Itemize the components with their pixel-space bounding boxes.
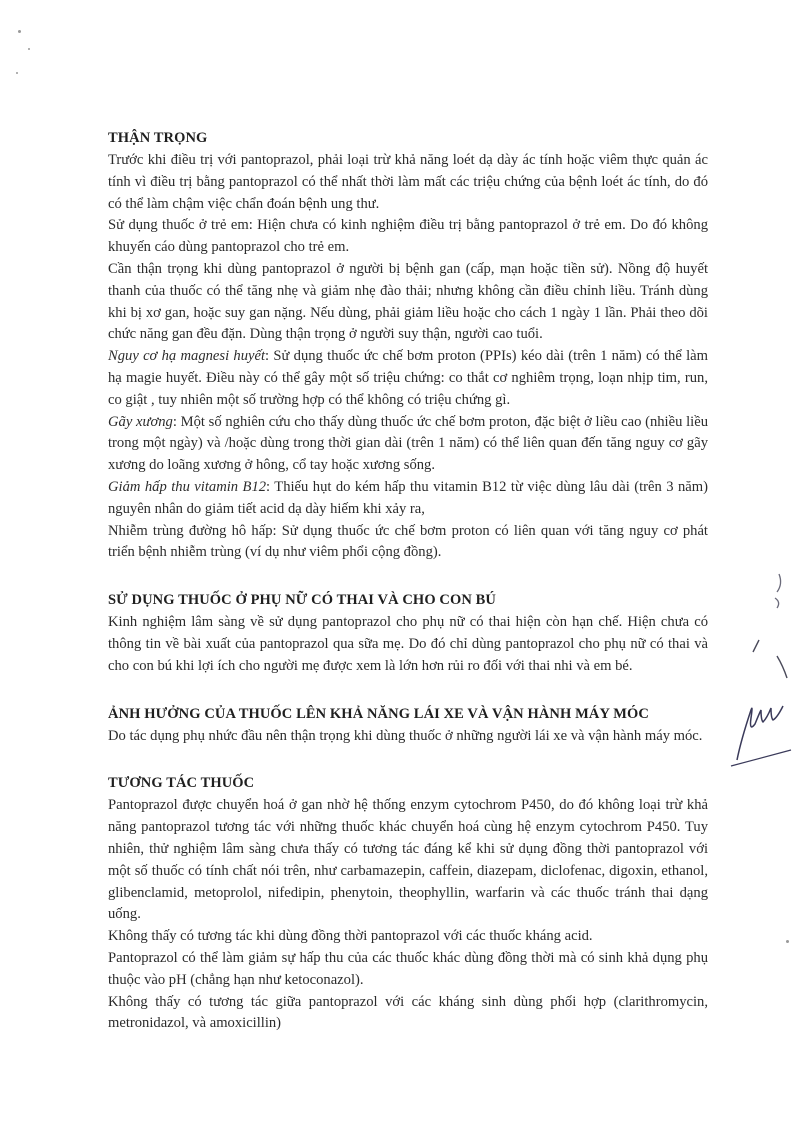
section-drug-interactions (108, 773, 708, 1035)
section-heading: TƯƠNG TÁC THUỐC (108, 775, 255, 792)
paragraph: Pantoprazol được chuyển hoá ở gan nhờ hệ thống enzym cytochrom P450, do đó không loại trừ khả năng pantoprazol tương tác với những thuốc khác chuyển hoá cùng hệ enzym cytochrom P450. Tuy nhiên, thử nghiệm lâm sàng chưa thấy có tương tác đáng kể khi sử dụng đồng thời pantoprazol với một số thuốc có tính chất nói trên, như carbamazepin, caffein, diazepam, diclofenac, digoxin, ethanol, glibenclamid, metoprolol, nifedipin, phenytoin, theophyllin, warfarin và các thuốc tránh thai dạng uống. (108, 797, 708, 923)
paragraph: Cần thận trọng khi dùng pantoprazol ở người bị bệnh gan (cấp, mạn hoặc tiền sử). Nồng độ huyết thanh của thuốc có thể tăng nhẹ và giảm nhẹ đào thải; nhưng không cần điều chỉnh liều. Tránh dùng khi bị xơ gan, hoặc suy gan nặng. Nếu dùng, phải giảm liều hoặc cho cách 1 ngày 1 lần. Phải theo dõi chức năng gan đều đặn. Dùng thận trọng ở người suy thận, người cao tuổi. (108, 260, 708, 343)
paragraph: Pantoprazol có thể làm giảm sự hấp thu của các thuốc khác dùng đồng thời mà có sinh khả dụng phụ thuộc vào pH (chẳng hạn như ketoconazol). (108, 949, 708, 988)
section-heading: ẢNH HƯỞNG CỦA THUỐC LÊN KHẢ NĂNG LÁI XE VÀ VẬN HÀNH MÁY MÓC (108, 705, 649, 722)
scan-speck (28, 48, 30, 50)
scan-speck (18, 30, 21, 33)
paragraph: Trước khi điều trị với pantoprazol, phải loại trừ khả năng loét dạ dày ác tính hoặc viêm thực quản ác tính vì điều trị bằng pantoprazol có thể nhất thời làm mất các triệu chứng của bệnh loét ác tính, do đó có thể làm chậm việc chẩn đoán bệnh ung thư. (108, 152, 708, 212)
paragraph-lead: Nguy cơ hạ magnesi huyết (108, 348, 266, 365)
paragraph: Do tác dụng phụ nhức đầu nên thận trọng khi dùng thuốc ở những người lái xe và vận hành máy móc. (108, 727, 703, 744)
paragraph: Không thấy có tương tác giữa pantoprazol với các kháng sinh dùng phối hợp (clarithromycin, metronidazol, và amoxicillin) (108, 993, 708, 1032)
paragraph: Gãy xương: Một số nghiên cứu cho thấy dùng thuốc ức chế bơm proton, đặc biệt ở liều cao (nhiều liều trong một ngày) và /hoặc dùng trong thời gian dài (trên 1 năm) có thể liên quan đến tăng nguy cơ gãy xương do loãng xương ở hông, cổ tay hoặc xương sống. (108, 413, 708, 474)
scan-speck (16, 72, 18, 74)
section-heading: SỬ DỤNG THUỐC Ở PHỤ NỮ CÓ THAI VÀ CHO CON BÚ (108, 592, 497, 609)
paragraph: Kinh nghiệm lâm sàng về sử dụng pantoprazol cho phụ nữ có thai hiện còn hạn chế. Hiện chưa có thông tin về bài xuất của pantoprazol qua sữa mẹ. Do đó chỉ dùng pantoprazol cho phụ nữ có thai và cho con bú khi lợi ích cho người mẹ được xem là lớn hơn rủi ro đối với thai nhi và em bé. (108, 614, 708, 674)
handwritten-signature (725, 570, 795, 770)
paragraph: Nhiễm trùng đường hô hấp: Sử dụng thuốc ức chế bơm proton có liên quan với tăng nguy cơ phát triển bệnh nhiễm trùng (ví dụ như viêm phổi cộng đồng). (108, 522, 708, 561)
paragraph: Sử dụng thuốc ở trẻ em: Hiện chưa có kinh nghiệm điều trị bằng pantoprazol ở trẻ em. Do đó không khuyến cáo dùng pantoprazol cho trẻ em. (108, 217, 708, 256)
paragraph: Nguy cơ hạ magnesi huyết: Sử dụng thuốc ức chế bơm proton (PPIs) kéo dài (trên 1 năm) có thể làm hạ magie huyết. Điều này có thể gây một số triệu chứng: co thắt cơ nghiêm trọng, loạn nhịp tim, run, co giật , tuy nhiên một số trường hợp có thể không có triệu chứng gì. (108, 348, 708, 408)
paragraph-lead: Gãy xương (108, 413, 173, 430)
paragraph: Không thấy có tương tác khi dùng đồng thời pantoprazol với các thuốc kháng acid. (108, 928, 593, 945)
paragraph: Giảm hấp thu vitamin B12: Thiếu hụt do kém hấp thu vitamin B12 từ việc dùng lâu dài (trên 3 năm) nguyên nhân do giảm tiết acid dạ dày hiếm khi xảy ra, (108, 478, 708, 517)
section-heading: THẬN TRỌNG (108, 130, 208, 146)
document-page (108, 128, 708, 1061)
section-driving-machinery (108, 704, 708, 748)
scan-speck (786, 940, 789, 943)
section-pregnancy-lactation (108, 590, 708, 677)
paragraph-lead: Giảm hấp thu vitamin B12 (108, 478, 267, 495)
section-precautions (108, 128, 708, 564)
